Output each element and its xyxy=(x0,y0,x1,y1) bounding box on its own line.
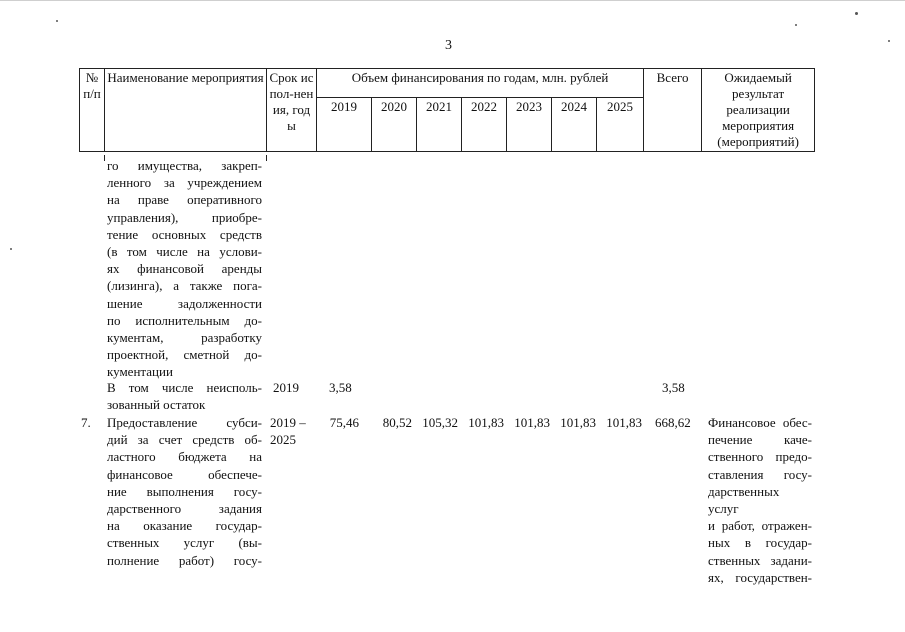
text-line: ленного за учреждением xyxy=(107,175,262,191)
header-year: 2024 xyxy=(552,98,597,152)
scan-speck xyxy=(10,248,12,250)
header-funding: Объем финансирования по годам, млн. рублей xyxy=(317,69,644,98)
text-line: и работ, отражен- xyxy=(708,518,812,534)
text-line: управления), приобре- xyxy=(107,209,262,225)
header-year: 2019 xyxy=(317,98,372,152)
row7-value-2023: 101,83 xyxy=(514,415,550,430)
header-year: 2025 xyxy=(597,98,644,152)
row7-value-2024: 101,83 xyxy=(560,415,596,430)
scan-speck xyxy=(795,24,797,26)
text-line: (лизинга), а также пога- xyxy=(107,278,262,294)
text-line: ственных задани- xyxy=(708,552,812,568)
page-number: 3 xyxy=(445,38,452,53)
text-line: шение задолженности xyxy=(107,295,262,311)
header-year: 2021 xyxy=(417,98,462,152)
header-year: 2020 xyxy=(372,98,417,152)
text-line: 2025 xyxy=(270,432,296,448)
text-line: проектной, сметной до- xyxy=(107,347,262,363)
top-edge-line xyxy=(0,0,905,1)
header-num: № п/п xyxy=(80,69,105,152)
text-line: дарственного задания xyxy=(107,501,262,517)
text-line: по исполнительным до- xyxy=(107,312,262,328)
row7-result xyxy=(708,414,812,586)
scan-speck xyxy=(855,12,858,15)
text-line: Предоставление субси- xyxy=(107,415,262,430)
row7-value-2019: 75,46 xyxy=(329,415,359,430)
text-line: полнение работ) госу- xyxy=(107,552,262,568)
text-line: ственного предо- xyxy=(708,449,812,465)
text-line: кументации xyxy=(107,364,173,380)
text-line: ние выполнения госу- xyxy=(107,483,262,499)
header-year: 2022 xyxy=(462,98,507,152)
row7-name xyxy=(107,414,262,569)
unused-total: 3,58 xyxy=(662,380,685,395)
text-line: кументам, разработку xyxy=(107,330,262,346)
column-line xyxy=(266,155,267,161)
header-name: Наименование мероприятия xyxy=(105,69,267,152)
text-line: (в том числе на услови- xyxy=(107,244,262,260)
header-total: Всего xyxy=(644,69,702,152)
text-line: Финансовое обес- xyxy=(708,415,812,430)
scan-speck xyxy=(56,20,58,22)
text-line: го имущества, закреп- xyxy=(107,158,262,173)
scan-speck xyxy=(888,40,890,42)
unused-balance-label xyxy=(107,379,262,413)
text-line: на оказание государ- xyxy=(107,518,262,534)
continuation-text xyxy=(107,157,262,381)
row7-value-2022: 101,83 xyxy=(468,415,504,430)
row7-value-2021: 105,32 xyxy=(422,415,458,430)
unused-value-2019: 3,58 xyxy=(329,380,352,395)
text-line: ях финансовой аренды xyxy=(107,261,262,277)
text-line: тение основных средств xyxy=(107,226,262,242)
header-term: Срок испол-нения, годы xyxy=(267,69,317,152)
funding-table-header xyxy=(79,68,815,152)
text-line: 2019 – xyxy=(270,415,306,430)
unused-term: 2019 xyxy=(273,380,299,395)
text-line: ставления госу- xyxy=(708,466,812,482)
column-line xyxy=(104,155,105,161)
row7-value-2025: 101,83 xyxy=(606,415,642,430)
text-line: зованный остаток xyxy=(107,397,206,413)
text-line: ях, государствен- xyxy=(708,569,812,585)
row7-number: 7. xyxy=(81,415,91,430)
row7-value-2020: 80,52 xyxy=(382,415,412,430)
row7-term xyxy=(270,414,306,448)
header-result: Ожидаемый результат реализации мероприятия (мероприятий) xyxy=(702,69,815,152)
text-line: финансовое обеспече- xyxy=(107,466,262,482)
text-line: ных в государ- xyxy=(708,535,812,551)
text-line: дий за счет средств об- xyxy=(107,432,262,448)
text-line: ластного бюджета на xyxy=(107,449,262,465)
header-year: 2023 xyxy=(507,98,552,152)
row7-total: 668,62 xyxy=(655,415,691,430)
text-line: дарственных услуг xyxy=(708,483,780,517)
table-body xyxy=(79,155,814,632)
text-line: ственных услуг (вы- xyxy=(107,535,262,551)
text-line: на праве оперативного xyxy=(107,192,262,208)
text-line: печение каче- xyxy=(708,432,812,448)
text-line: В том числе неисполь- xyxy=(107,380,262,395)
